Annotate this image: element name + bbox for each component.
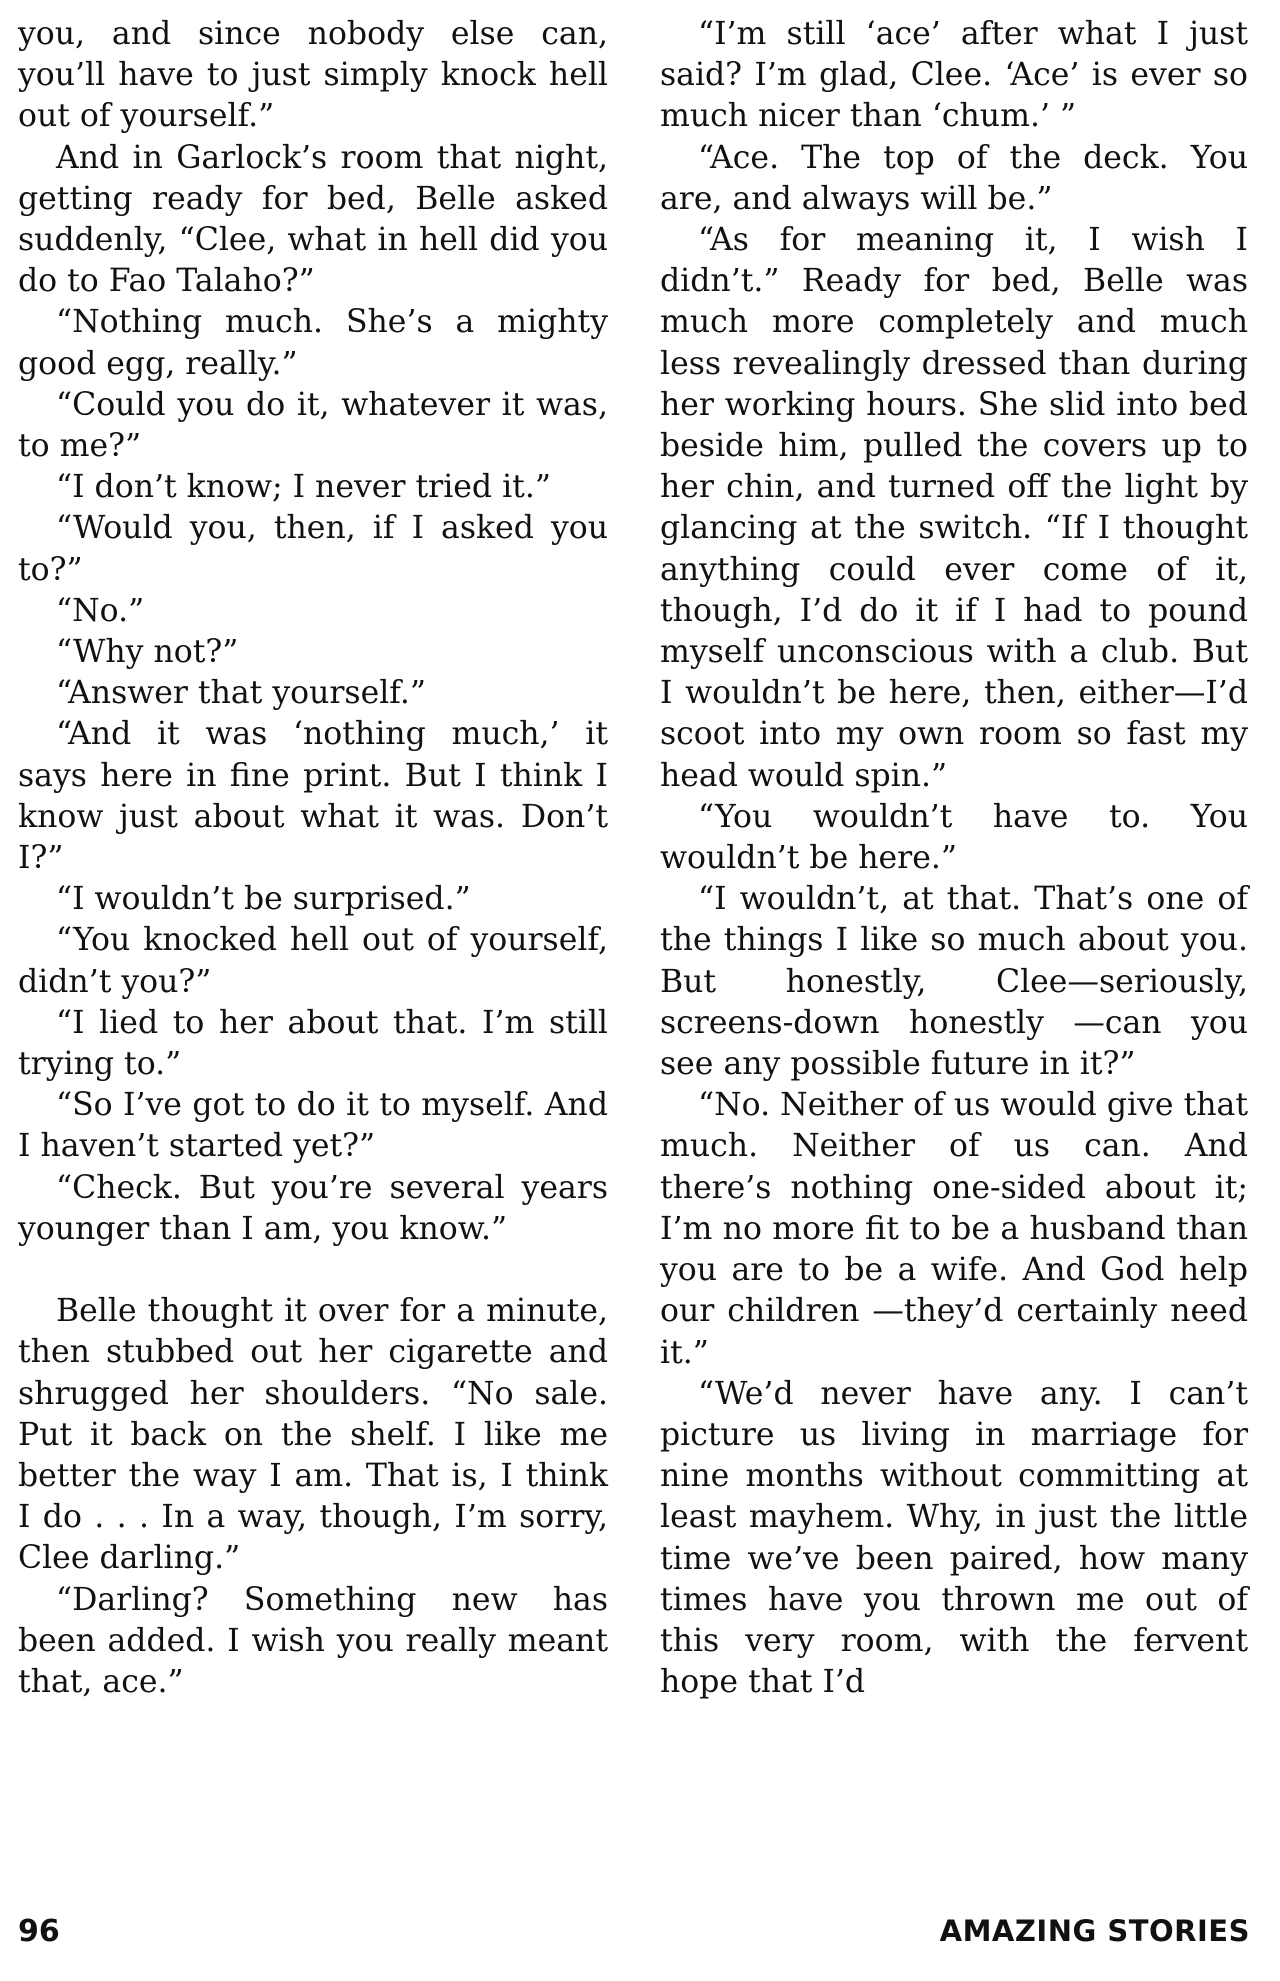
paragraph: “I lied to her about that. I’m still trying to.”: [18, 1004, 608, 1083]
paragraph: “So I’ve got to do it to myself. And I haven’t started yet?”: [18, 1087, 608, 1165]
paragraph: “Answer that yourself.”: [56, 675, 426, 712]
paragraph: And in Garlock’s room that night, getting ready for bed, Belle asked suddenly, “Clee, what in hell did you do to Fao Talaho?”: [18, 139, 608, 300]
right-column: [660, 14, 1248, 1703]
paragraph: “You wouldn’t have to. You wouldn’t be here.”: [660, 798, 1248, 877]
paragraph: “No. Neither of us would give that much. Neither of us can. And there’s nothing one-sided about it; I’m no more fit to be a husband than you are to be a wife. And God help our children —they’d certainly need it.”: [660, 1087, 1248, 1371]
paragraph: “Nothing much. She’s a mighty good egg, really.”: [18, 304, 608, 382]
paragraph: “Ace. The top of the deck. You are, and always will be.”: [660, 139, 1248, 217]
magazine-title: AMAZING STORIES: [939, 1914, 1250, 1948]
paragraph: “Check. But you’re several years younger than I am, you know.”: [18, 1169, 608, 1247]
paragraph: “Would you, then, if I asked you to?”: [18, 510, 608, 588]
paragraph: you, and since nobody else can, you’ll have to just simply knock hell out of yourself.”: [18, 16, 608, 135]
paragraph: “I wouldn’t be surprised.”: [56, 881, 471, 918]
page-number: 96: [18, 1914, 60, 1949]
paragraph: “I’m still ‘ace’ after what I just said? I’m glad, Clee. ‘Ace’ is ever so much nicer than ‘chum.’ ”: [660, 16, 1248, 135]
paragraph: “You knocked hell out of yourself, didn’t you?”: [18, 922, 608, 1000]
paragraph: “As for meaning it, I wish I didn’t.” Ready for bed, Belle was much more completely and much less revealingly dressed than during her working hours. She slid into bed beside him, pulled the covers up to her chin, and turned off the light by glancing at the switch. “If I thought anything could ever come of it, though, I’d do it if I had to pound myself unconscious with a club. But I wouldn’t be here, then, either—I’d scoot into my own room so fast my head would spin.”: [660, 222, 1248, 794]
paragraph: “I don’t know; I never tried it.”: [56, 469, 551, 506]
paragraph: “No.”: [56, 592, 145, 629]
paragraph: “We’d never have any. I can’t picture us living in marriage for nine months without committing at least mayhem. Why, in just the little time we’ve been paired, how many times have you thrown me out of this very room, with the fervent hope that I’d: [660, 1375, 1248, 1701]
paragraph: “And it was ‘nothing much,’ it says here in fine print. But I think I know just about what it was. Don’t I?”: [18, 716, 608, 877]
paragraph: “Darling? Something new has been added. I wish you really meant that, ace.”: [18, 1581, 608, 1700]
left-column: [18, 14, 608, 1703]
paragraph: “Why not?”: [56, 634, 239, 671]
paragraph: “I wouldn’t, at that. That’s one of the things I like so much about you. But honestly, Clee—seriously, screens-down honestly —can you see any possible future in it?”: [660, 881, 1248, 1083]
paragraph: Belle thought it over for a minute, then stubbed out her cigarette and shrugged her shoulders. “No sale. Put it back on the shelf. I like me better the way I am. That is, I think I do . . . In a way, though, I’m sorry, Clee darling.”: [18, 1293, 608, 1577]
paragraph: “Could you do it, whatever it was, to me?”: [18, 386, 608, 465]
